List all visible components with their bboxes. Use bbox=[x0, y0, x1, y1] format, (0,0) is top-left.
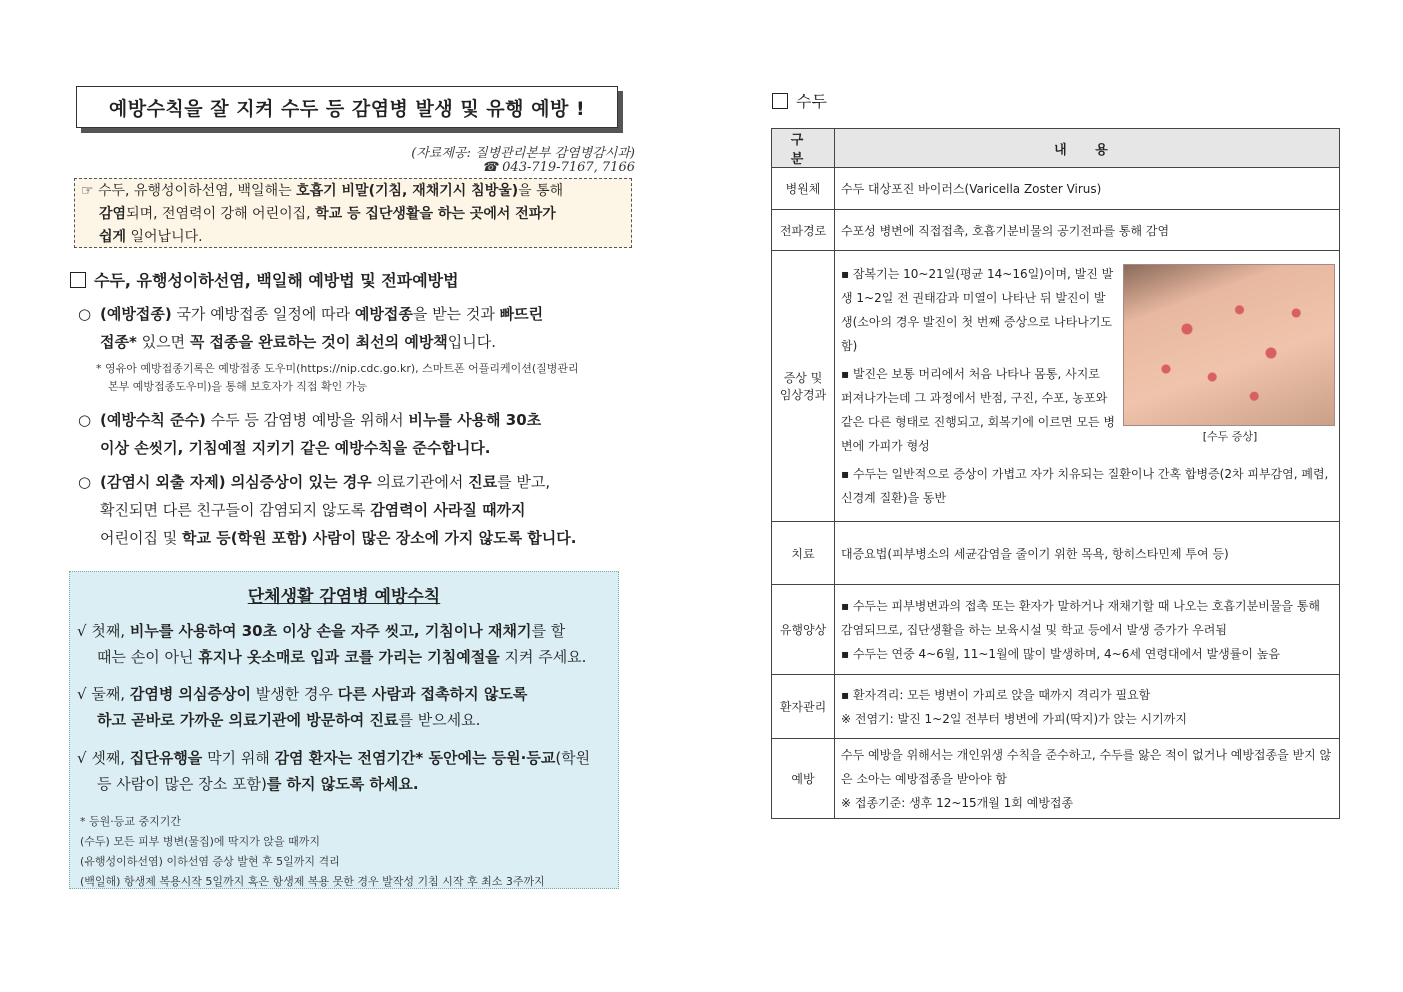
table-row: 유행양상 ▪ 수두는 피부병변과의 접촉 또는 환자가 말하거나 재채기할 때 나오는 호흡기분비물을 통해 감염되므로, 집단생활을 하는 보육시설 및 학교 등에서 발생 증가가 우려됨 ▪ 수두는 연중 4~6월, 11~1월에 많이 발생하며, 4~6세 연령대에서 발생률이 높음 bbox=[772, 585, 1340, 675]
group-rule-first: √ 첫째, 비누를 사용하여 30초 이상 손을 자주 씻고, 기침이나 재채기를 할 때는 손이 아닌 휴지나 옷소매로 입과 코를 가리는 기침예절을 지켜 주세요. bbox=[77, 622, 587, 666]
varicella-rash-photo bbox=[1123, 264, 1335, 426]
contact-phone: ☎ 043-719-7167, 7166 bbox=[481, 160, 635, 175]
header-content: 내 용 bbox=[835, 129, 1340, 168]
list-item-stay-home: ○ (감염시 외출 자제) 의심증상이 있는 경우 의료기관에서 진료를 받고, 확진되면 다른 친구들이 감염되지 않도록 감염력이 사라질 때까지 어린이집 및 학교 등(학원 포함) 사람이 많은 장소에 가지 않도록 합니다. bbox=[78, 473, 577, 547]
suspension-period-notes: * 등원·등교 중지기간 (수두) 모든 피부 병변(물집)에 딱지가 앉을 때까지 (유행성이하선염) 이하선염 증상 발현 후 5일까지 격리 (백일해) 항생제 복용시작 5일까지 혹은 항생제 복용 못한 경우 발작성 기침 시작 후 최소 3주까지 bbox=[80, 815, 545, 888]
section-heading: 수두, 유행성이하선염, 백일해 예방법 및 전파예방법 bbox=[70, 268, 459, 291]
list-item-vaccination: ○ (예방접종) 국가 예방접종 일정에 따라 예방접종을 받는 것과 빠뜨린 접종* 있으면 꼭 접종을 완료하는 것이 최선의 예방책입니다. bbox=[78, 305, 544, 351]
group-rules-title: 단체생활 감염병 예방수칙 bbox=[247, 587, 441, 607]
table-row: 환자관리 ▪ 환자격리: 모든 병변이 가피로 앉을 때까지 격리가 필요함 ※ 전염기: 발진 1~2일 전부터 병변에 가피(딱지)가 앉는 시기까지 bbox=[772, 675, 1340, 739]
photo-caption: [수두 증상] bbox=[1202, 430, 1258, 443]
table-header-row bbox=[772, 129, 1340, 168]
header-category: 구 분 bbox=[772, 129, 835, 168]
checkbox-square-icon bbox=[772, 93, 788, 109]
checkbox-square-icon bbox=[70, 272, 86, 288]
table-row: 치료 대증요법(피부병소의 세균감염을 줄이기 위한 목욕, 항히스타민제 투여 등) bbox=[772, 522, 1340, 585]
table-row: 병원체 수두 대상포진 바이러스(Varicella Zoster Virus) bbox=[772, 168, 1340, 210]
source-credit: (자료제공: 질병관리본부 감염병감시과) bbox=[411, 146, 635, 161]
table-row: 전파경로 수포성 병변에 직접접촉, 호흡기분비물의 공기전파를 통해 감염 bbox=[772, 210, 1340, 251]
varicella-info-table bbox=[771, 128, 1340, 819]
table-row: 예방 수두 예방을 위해서는 개인위생 수칙을 준수하고, 수두를 앓은 적이 없거나 예방접종을 받지 않은 소아는 예방접종을 받아야 함 ※ 접종기준: 생후 12~15개월 1회 예방접종 bbox=[772, 739, 1340, 819]
page-title: 예방수칙을 잘 지켜 수두 등 감염병 발생 및 유행 예방 ! bbox=[76, 86, 618, 128]
intro-box: ☞ 수두, 유행성이하선염, 백일해는 호흡기 비말(기침, 재채기시 침방울)을 통해 감염되며, 전염력이 강해 어린이집, 학교 등 집단생활을 하는 곳에서 전파가 쉽게 일어납니다. bbox=[74, 178, 632, 248]
varicella-heading: 수두 bbox=[772, 89, 827, 112]
table-row: 증상 및 임상경과 [수두 증상] ▪ 잠복기는 10~21일(평균 14~16일)이며, 발진 발생 1~2일 전 권태감과 미열이 나타난 뒤 발진이 발생(소아의 경우 발진이 첫 번째 증상으로 나타나기도 함) ▪ 발진은 보통 머리에서 처음 나타나 몸통, 사지로 퍼져나가는데 그 과정에서 반점, 구진, 수포, 농포와 같은 다른 형태로 진행되고, 회복기에 이르면 모든 병변에 가피가 형성 ▪ 수두는 일반적으로 증상이 가볍고 자가 치유되는 질환이나 간혹 합병증(2차 피부감염, 폐렴, 신경계 질환)을 동반 bbox=[772, 251, 1340, 522]
group-rule-second: √ 둘째, 감염병 의심증상이 발생한 경우 다른 사람과 접촉하지 않도록 하고 곧바로 가까운 의료기관에 방문하여 진료를 받으세요. bbox=[77, 685, 528, 729]
group-rule-third: √ 셋째, 집단유행을 막기 위해 감염 환자는 전염기간* 동안에는 등원·등교(학원 등 사람이 많은 장소 포함)를 하지 않도록 하세요. bbox=[77, 749, 591, 793]
vaccination-note: * 영유아 예방접종기록은 예방접종 도우미(https://nip.cdc.go.kr), 스마트폰 어플리케이션(질병관리 본부 예방접종도우미)을 통해 보호자가 직접 확인 가능 bbox=[96, 362, 579, 393]
list-item-prevention-rules: ○ (예방수칙 준수) 수두 등 감염병 예방을 위해서 비누를 사용해 30초 이상 손씻기, 기침예절 지키기 같은 예방수칙을 준수합니다. bbox=[78, 411, 542, 457]
